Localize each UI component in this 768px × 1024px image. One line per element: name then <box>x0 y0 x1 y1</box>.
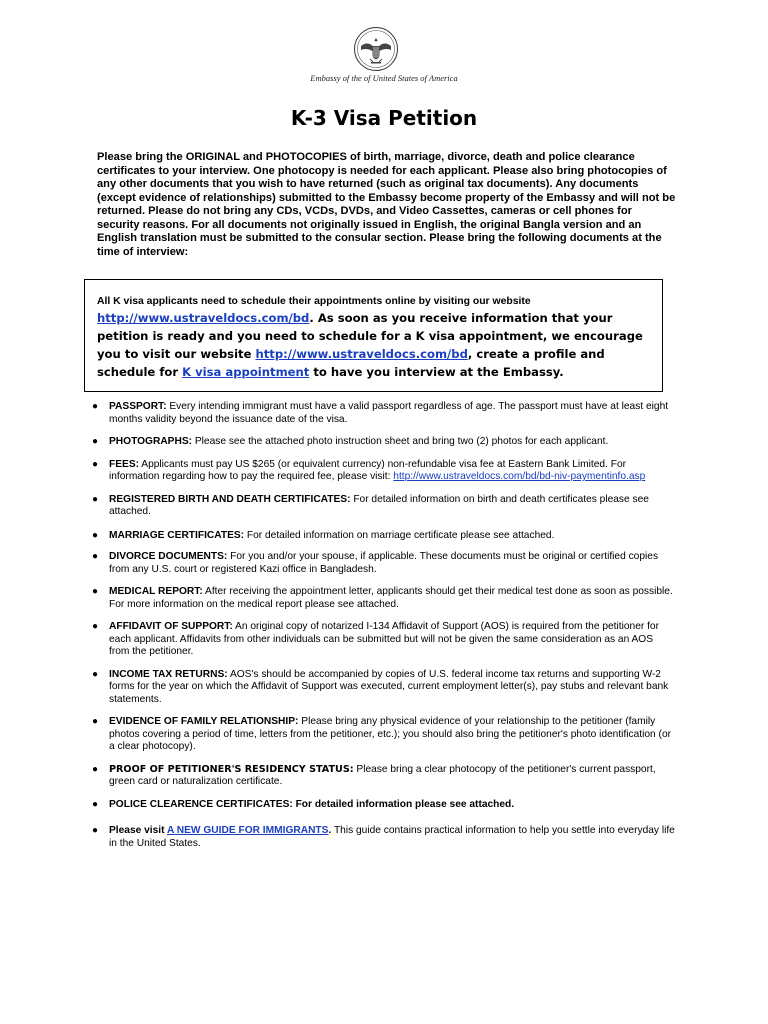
list-item-income-tax-returns <box>92 669 676 707</box>
list-item-family-relationship <box>92 716 676 754</box>
list-item-immigrant-guide <box>92 825 676 850</box>
item-label: INCOME TAX RETURNS: <box>109 668 228 680</box>
bullet-icon: ● <box>92 716 99 727</box>
embassy-letterhead: Embassy of the of United States of America <box>310 73 458 83</box>
bullet-icon: ● <box>92 401 99 412</box>
item-text: Please bring a clear photocopy of the petitioner's current passport, green card or naturalization certificate. <box>109 763 656 787</box>
item-label: DIVORCE DOCUMENTS: <box>109 551 228 562</box>
bullet-icon: ● <box>92 586 99 597</box>
item-label: FEES: <box>109 458 140 470</box>
notice-text-2: . As soon as you receive information that your petition is ready and you need to schedule for a K visa appointment, we encourage you to visit our website <box>97 311 643 361</box>
item-text: This guide contains practical information to help you settle into everyday life in the United States. <box>109 825 675 849</box>
notice-text-4: to have you interview at the Embassy. <box>309 365 564 379</box>
page-title: K-3 Visa Petition <box>290 106 478 130</box>
item-text: AOS's should be accompanied by copies of U.S. federal income tax returns and supporting W-2 forms for the year on which the Affidavit of Support was executed, current employment letter(s), pay stubs and relevant bank statements. <box>109 668 669 705</box>
item-text: Please see the attached photo instruction sheet and bring two (2) photos for each applicant. <box>192 436 609 447</box>
item-text: For you and/or your spouse, if applicable. These documents must be original or certified copies from any U.S. court or registered Kazi office in Bangladesh. <box>109 551 659 575</box>
item-text: Applicants must pay US $265 (or equivalent currency) non-refundable visa fee at Eastern Bank Limited. For information regarding how to pay the required fee, please visit: <box>109 458 627 482</box>
list-item-affidavit-of-support <box>92 621 676 659</box>
item-label: REGISTERED BIRTH AND DEATH CERTIFICATES: <box>109 493 351 505</box>
item-text: After receiving the appointment letter, applicants should get their medical test done as soon as possible. For more information on the medical report please see attached. <box>109 586 673 610</box>
item-label: MEDICAL REPORT: <box>109 586 203 597</box>
bullet-icon: ● <box>92 493 99 505</box>
intro-paragraph: Please bring the ORIGINAL and PHOTOCOPIES of birth, marriage, divorce, death and police clearance certificates to your interview. One photocopy is needed for each applicant. Please also bring photocopies of any other documents that you wish to have returned (such as original tax documents). Any documents (except evidence of relationships) submitted to the Embassy become property of the Embassy and will not be returned. Please do not bring any CDs, VCDs, DVDs, and Video Cassettes, cameras or cell phones for security reasons. For all documents not originally issued in English, the original Bangla version and an English translation must be submitted to the consular section. Please bring the following documents at the time of interview: <box>97 151 676 258</box>
bullet-icon: ● <box>92 436 99 447</box>
item-label-suffix: . <box>328 825 332 836</box>
item-text: For detailed information on birth and death certificates please see attached. <box>109 493 649 517</box>
list-item-residency-status <box>92 764 676 789</box>
item-text: For detailed information on marriage certificate please see attached. <box>244 529 555 541</box>
bullet-icon: ● <box>92 798 99 810</box>
notice-body <box>97 309 650 381</box>
bullet-icon: ● <box>92 763 99 775</box>
ustraveldocs-link-1[interactable]: http://www.ustraveldocs.com/bd <box>97 311 310 325</box>
appointment-notice-box <box>84 279 663 392</box>
list-item-photographs <box>92 436 676 449</box>
list-item-medical-report <box>92 586 676 611</box>
list-item-fees <box>92 459 676 484</box>
item-text: Please bring any physical evidence of your relationship to the petitioner (family photos covering a period of time, letters from the petitioner, etc.); you should also bring the petitioner's photo identification (or a clear photocopy). <box>109 716 672 752</box>
great-seal-icon <box>353 26 399 72</box>
item-label: MARRIAGE CERTIFICATES: <box>109 529 245 541</box>
k-visa-appointment-link[interactable]: K visa appointment <box>182 365 310 379</box>
notice-intro-line: All K visa applicants need to schedule their appointments online by visiting our website <box>97 296 531 307</box>
item-label: AFFIDAVIT OF SUPPORT: <box>109 621 233 632</box>
bullet-icon: ● <box>92 551 99 562</box>
bullet-icon: ● <box>92 825 99 836</box>
required-documents-list <box>92 401 676 850</box>
list-item-marriage-certificates <box>92 530 676 543</box>
ustraveldocs-link-2[interactable]: http://www.ustraveldocs.com/bd <box>255 347 468 361</box>
new-guide-for-immigrants-link[interactable]: A NEW GUIDE FOR IMMIGRANTS <box>166 825 329 836</box>
item-label: PROOF OF PETITIONER'S RESIDENCY STATUS: <box>109 763 354 775</box>
item-label: Please visit <box>109 825 167 836</box>
list-item-birth-death-certificates <box>92 494 676 519</box>
item-text: Every intending immigrant must have a valid passport regardless of age. The passport must have at least eight months validity beyond the issuance date of the visa. <box>109 401 669 425</box>
list-item-police-clearance <box>92 799 676 812</box>
list-item-passport <box>92 401 676 426</box>
bullet-icon: ● <box>92 458 99 470</box>
bullet-icon: ● <box>92 668 99 680</box>
item-label: POLICE CLEARENCE CERTIFICATES: For detailed information please see attached. <box>109 798 515 810</box>
item-text: An original copy of notarized I-134 Affidavit of Support (AOS) is required from the petitioner for each applicant. Affidavits from other individuals can be submitted but will not be given the same consideration as an AOS from the petitioner. <box>109 621 659 657</box>
item-label: PHOTOGRAPHS: <box>109 436 193 447</box>
payment-info-link[interactable]: http://www.ustraveldocs.com/bd/bd-niv-paymentinfo.asp <box>393 471 646 482</box>
notice-text-3: , create a profile and schedule for <box>97 347 605 379</box>
bullet-icon: ● <box>92 529 99 541</box>
item-label: PASSPORT: <box>109 401 167 412</box>
bullet-icon: ● <box>92 621 99 632</box>
item-label: EVIDENCE OF FAMILY RELATIONSHIP: <box>109 716 299 727</box>
list-item-divorce-documents <box>92 551 676 576</box>
